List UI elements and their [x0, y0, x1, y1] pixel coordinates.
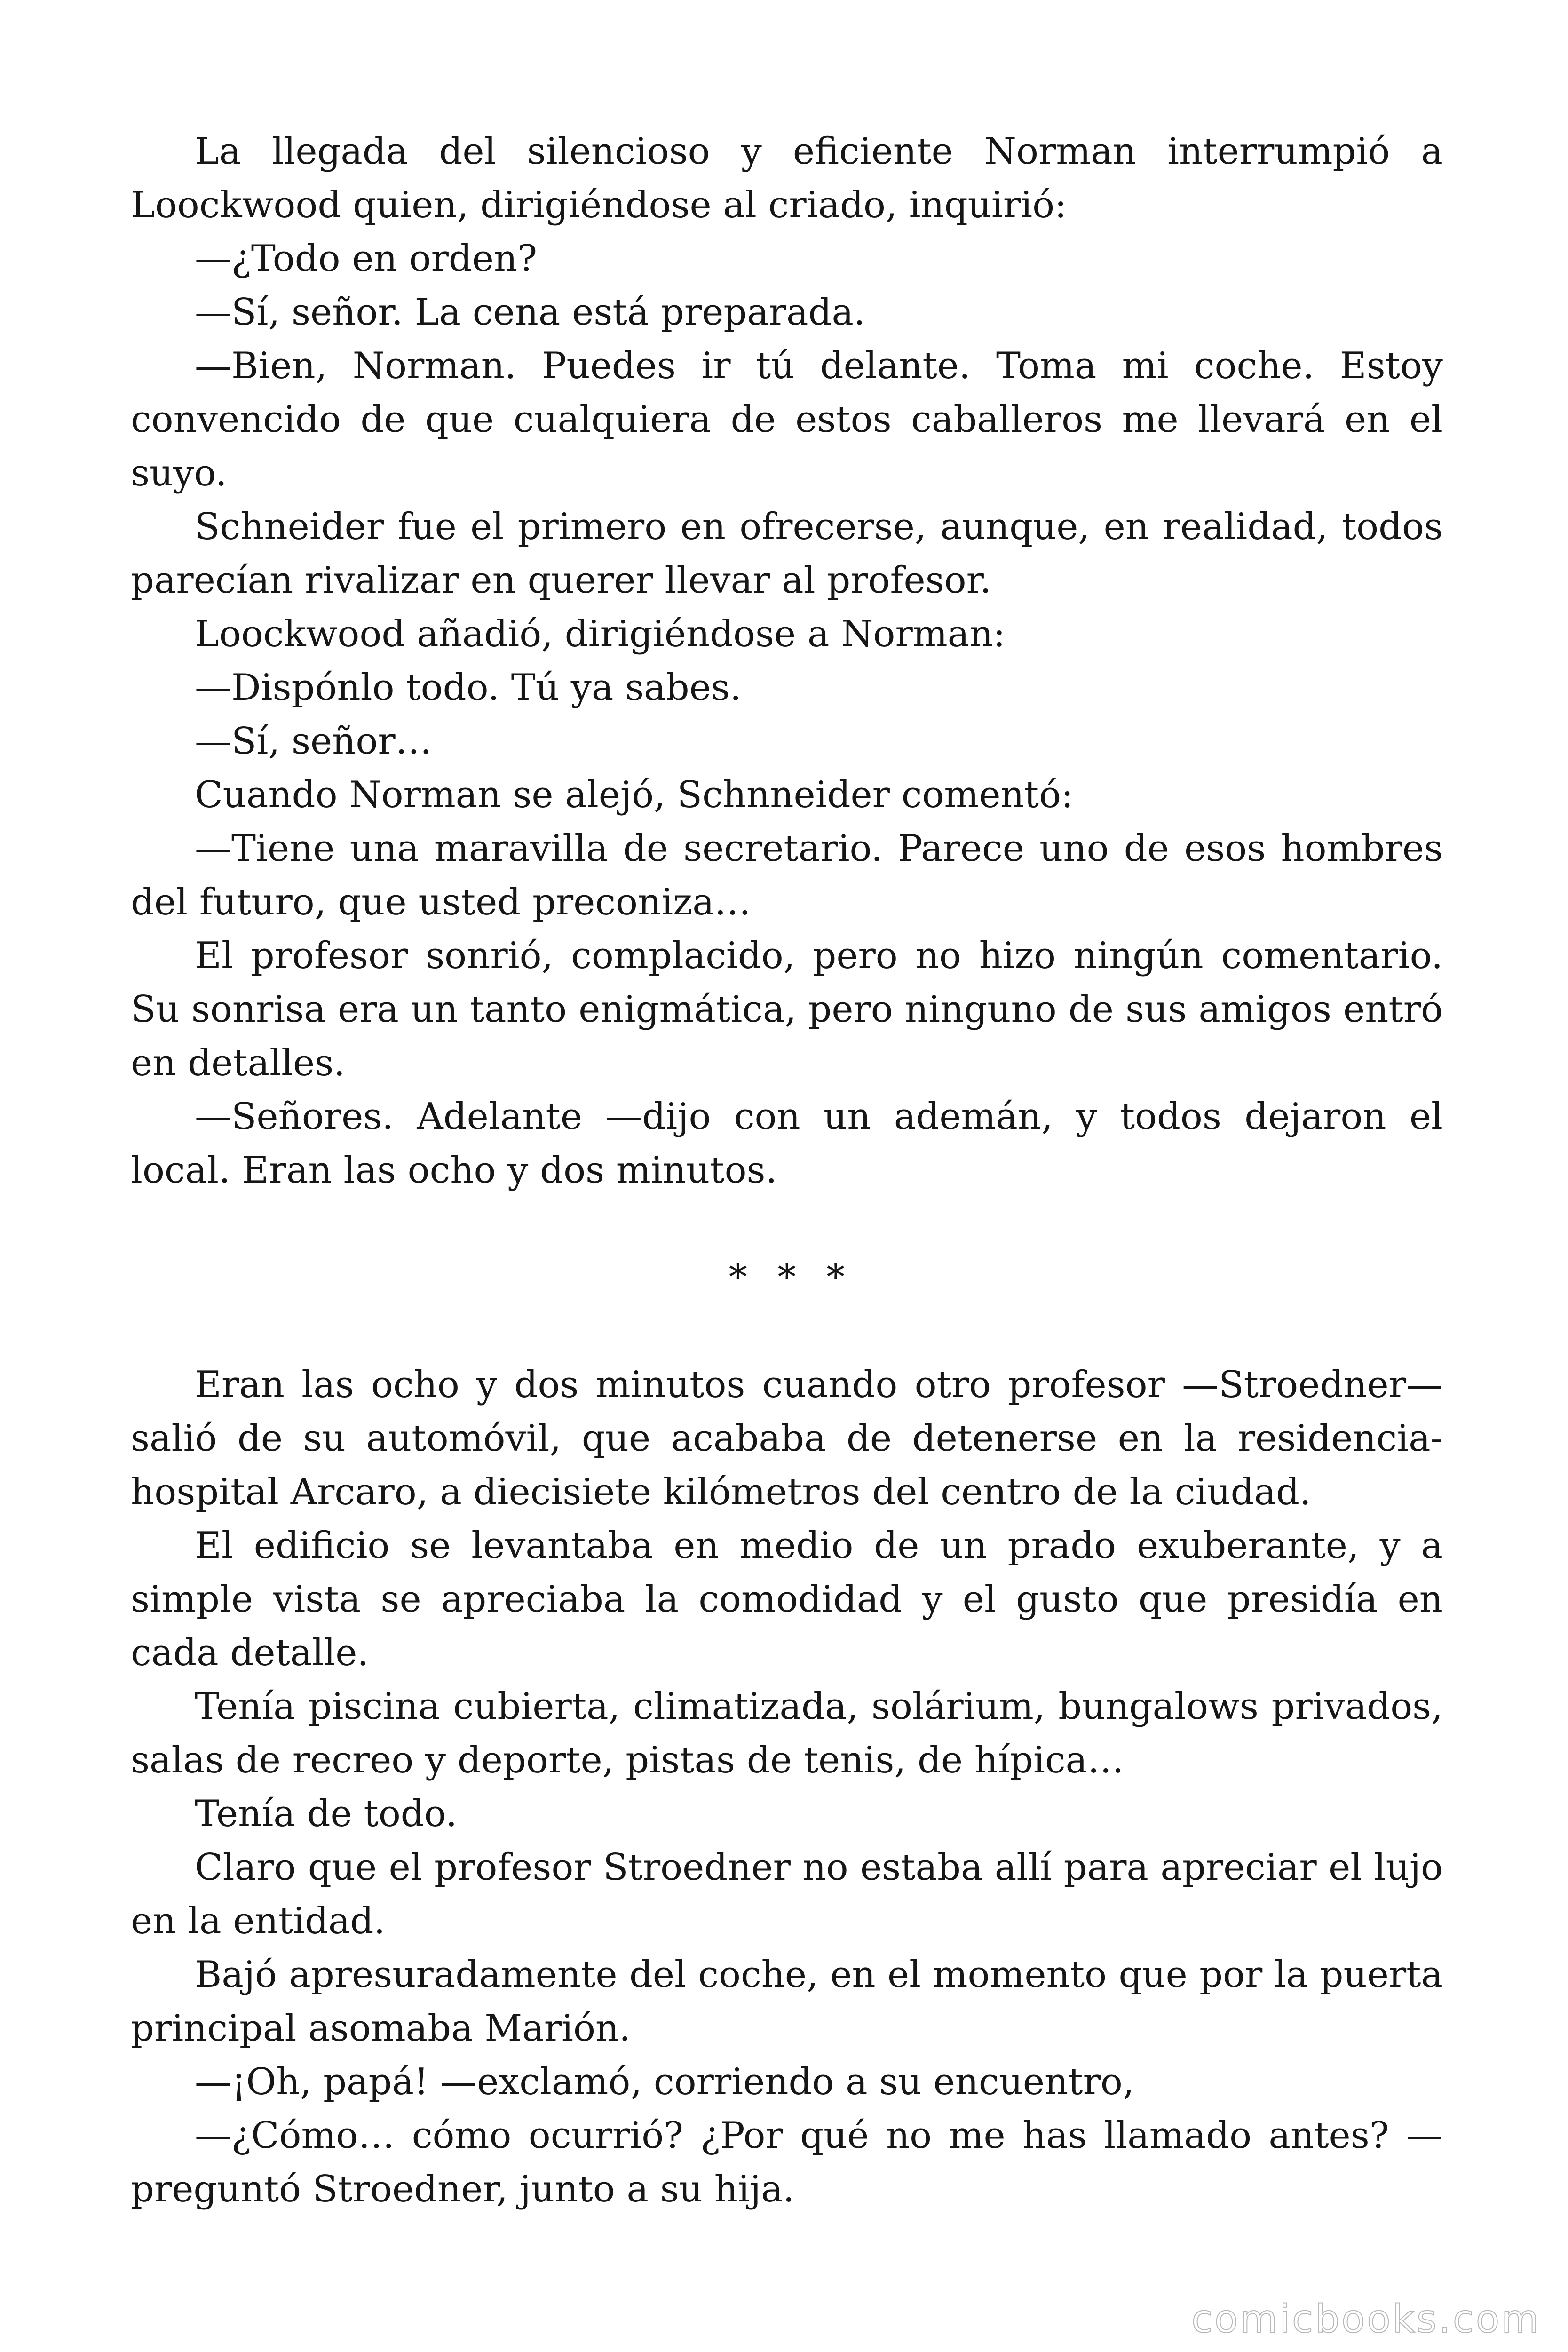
- paragraph: Eran las ocho y dos minutos cuando otro profesor —Stroedner— salió de su automóvil, que acababa de detenerse en la residencia-hospital Arcaro, a diecisiete kilómetros del centro de la ciudad.: [131, 1364, 1443, 1513]
- paragraph: Tenía piscina cubierta, climatizada, solárium, bungalows privados, salas de recreo y deporte, pistas de tenis, de hípica…: [131, 1685, 1443, 1781]
- paragraph: Cuando Norman se alejó, Schnneider comentó:: [195, 774, 1074, 816]
- text-block-before: [131, 125, 1443, 1197]
- paragraph: Schneider fue el primero en ofrecerse, aunque, en realidad, todos parecían rivalizar en querer llevar al profesor.: [131, 506, 1443, 602]
- paragraph: El edificio se levantaba en medio de un prado exuberante, y a simple vista se apreciaba la comodidad y el gusto que presidía en cada detalle.: [131, 1525, 1443, 1674]
- paragraph: —Señores. Adelante —dijo con un ademán, y todos dejaron el local. Eran las ocho y dos minutos.: [131, 1096, 1443, 1192]
- paragraph: —Tiene una maravilla de secretario. Parece uno de esos hombres del futuro, que usted preconiza…: [131, 827, 1443, 923]
- paragraph: Tenía de todo.: [195, 1793, 458, 1835]
- paragraph: Loockwood añadió, dirigiéndose a Norman:: [195, 613, 1006, 655]
- text-block-after: [131, 1358, 1443, 2216]
- paragraph: —¡Oh, papá! —exclamó, corriendo a su encuentro,: [195, 2061, 1134, 2103]
- watermark: comicbooks.com: [1191, 2297, 1541, 2342]
- paragraph: Claro que el profesor Stroedner no estaba allí para apreciar el lujo en la entidad.: [131, 1846, 1443, 1942]
- paragraph: —Sí, señor. La cena está preparada.: [195, 291, 865, 334]
- book-page: [131, 125, 1443, 2216]
- paragraph: —Bien, Norman. Puedes ir tú delante. Toma mi coche. Estoy convencido de que cualquiera de estos caballeros me llevará en el suyo.: [131, 345, 1443, 494]
- paragraph: —Dispónlo todo. Tú ya sabes.: [195, 667, 742, 709]
- paragraph: El profesor sonrió, complacido, pero no hizo ningún comentario. Su sonrisa era un tanto enigmática, pero ninguno de sus amigos entró en detalles.: [131, 935, 1443, 1084]
- paragraph: Bajó apresuradamente del coche, en el momento que por la puerta principal asomaba Marión.: [131, 1954, 1443, 2050]
- section-separator: * * *: [729, 1256, 855, 1299]
- paragraph: —¿Cómo… cómo ocurrió? ¿Por qué no me has llamado antes? —preguntó Stroedner, junto a su hija.: [131, 2114, 1443, 2210]
- paragraph: La llegada del silencioso y eficiente Norman interrumpió a Loockwood quien, dirigiéndose al criado, inquirió:: [131, 130, 1443, 226]
- paragraph: —¿Todo en orden?: [195, 238, 538, 280]
- paragraph: —Sí, señor…: [195, 720, 432, 763]
